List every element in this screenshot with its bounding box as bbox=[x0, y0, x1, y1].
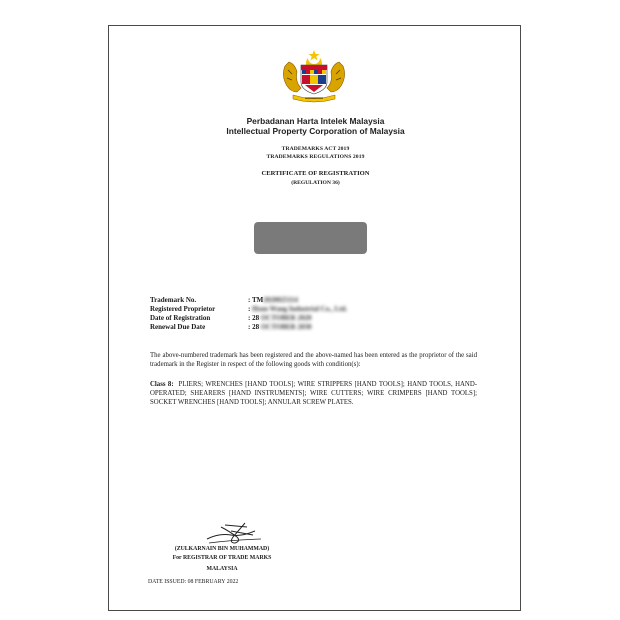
coat-of-arms-icon bbox=[275, 48, 353, 104]
goods-class-list bbox=[150, 380, 477, 407]
handwritten-signature bbox=[201, 513, 269, 547]
detail-value: : 28 OCTOBER 2020 bbox=[248, 314, 312, 322]
signatory-role: For REGISTRAR OF TRADE MARKS bbox=[172, 555, 272, 561]
regulations-title: TRADEMARKS REGULATIONS 2019 bbox=[266, 154, 365, 160]
signatory-name: (ZULKARNAIN BIN MUHAMMAD) bbox=[174, 546, 270, 552]
signatory-country: MALAYSIA bbox=[206, 566, 238, 572]
regulation-reference: (REGULATION 36) bbox=[291, 180, 340, 186]
detail-value: : 28 OCTOBER 2030 bbox=[248, 323, 312, 331]
certificate-title: CERTIFICATE OF REGISTRATION bbox=[261, 170, 370, 177]
detail-value: : Hsun Wang Industrial Co., Ltd. bbox=[248, 305, 348, 313]
detail-label: Registered Proprietor bbox=[150, 305, 216, 313]
class-goods: PLIERS; WRENCHES [HAND TOOLS]; WIRE STRIPPERS [HAND TOOLS]; HAND TOOLS, HAND-OPERATED; SHEARERS [HAND INSTRUMENTS]; WIRE CUTTERS; WIRE CRIMPERS [HAND TOOLS]; SOCKET WRENCHES [HAND TOOLS]; ANNULAR SCREW PLATES. bbox=[150, 381, 477, 406]
org-name-english: Intellectual Property Corporation of Malaysia bbox=[226, 126, 405, 136]
certificate-page bbox=[108, 25, 521, 611]
registration-statement: The above-numbered trademark has been registered and the above-named has been entered as the proprietor of the said trademark in the Register in respect of the following goods with condition(s): bbox=[150, 352, 477, 368]
detail-label: Date of Registration bbox=[150, 314, 211, 322]
trademark-image-redacted bbox=[254, 222, 367, 254]
org-name-malay: Perbadanan Harta Intelek Malaysia bbox=[246, 116, 385, 126]
detail-label: Trademark No. bbox=[150, 296, 197, 304]
class-label: Class 8: bbox=[150, 381, 174, 388]
date-issued: DATE ISSUED: 08 FEBRUARY 2022 bbox=[148, 579, 239, 585]
detail-value: : TM2020025114 bbox=[248, 296, 298, 304]
act-title: TRADEMARKS ACT 2019 bbox=[281, 146, 350, 152]
detail-label: Renewal Due Date bbox=[150, 323, 206, 331]
